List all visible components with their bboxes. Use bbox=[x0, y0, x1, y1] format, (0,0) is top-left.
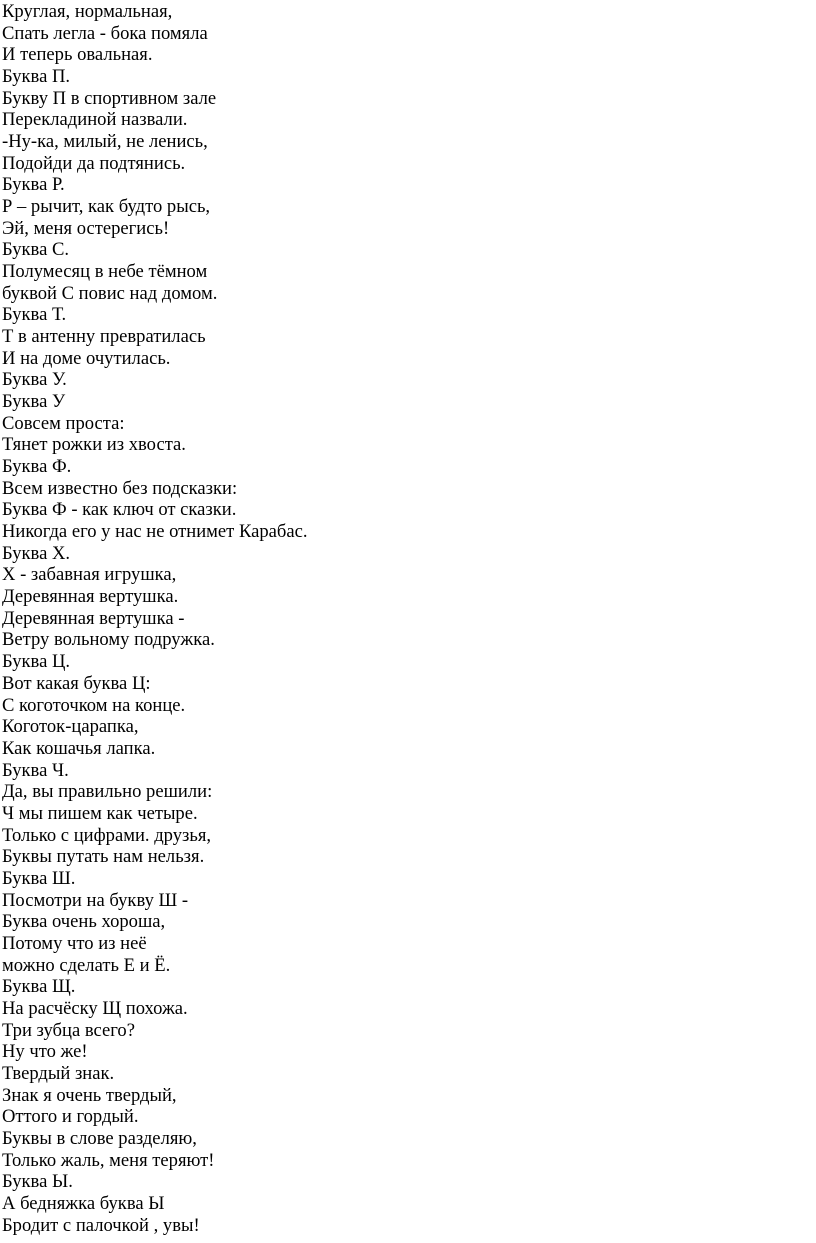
text-line: Всем известно без подсказки: bbox=[2, 477, 238, 499]
text-line: На расчёску Щ похожа. bbox=[2, 997, 188, 1019]
text-line: Ч мы пишем как четыре. bbox=[2, 802, 198, 824]
text-line: Деревянная вертушка - bbox=[2, 607, 185, 629]
text-line: буквой С повис над домом. bbox=[2, 282, 218, 304]
text-line: Только жаль, меня теряют! bbox=[2, 1149, 215, 1171]
text-line: Потому что из неё bbox=[2, 932, 147, 954]
text-line: Буква Ц. bbox=[2, 651, 71, 673]
text-line: -Ну-ка, милый, не ленись, bbox=[2, 131, 208, 153]
text-line: Посмотри на букву Ш - bbox=[2, 889, 189, 911]
text-line: Х - забавная игрушка, bbox=[2, 564, 177, 586]
text-line: Коготок-царапка, bbox=[2, 716, 139, 738]
text-line: Ветру вольному подружка. bbox=[2, 629, 215, 651]
text-line: Да, вы правильно решили: bbox=[2, 781, 213, 803]
text-line: Буква Ш. bbox=[2, 867, 76, 889]
text-line: Буква С. bbox=[2, 239, 70, 261]
text-line: Буква очень хороша, bbox=[2, 911, 166, 933]
text-line: Никогда его у нас не отнимет Карабас. bbox=[2, 521, 308, 543]
text-line: Ну что же! bbox=[2, 1041, 88, 1063]
text-line: Т в антенну превратилась bbox=[2, 326, 206, 348]
text-line: Вот какая буква Ц: bbox=[2, 672, 151, 694]
text-line: Р – рычит, как будто рысь, bbox=[2, 196, 211, 218]
text-line: С коготочком на конце. bbox=[2, 694, 186, 716]
text-line: Буквы в слове разделяю, bbox=[2, 1127, 197, 1149]
text-line: можно сделать Е и Ё. bbox=[2, 954, 171, 976]
text-line: А бедняжка буква Ы bbox=[2, 1192, 165, 1214]
text-line: И теперь овальная. bbox=[2, 44, 153, 66]
text-line: Полумесяц в небе тёмном bbox=[2, 261, 208, 283]
text-line: Буквы путать нам нельзя. bbox=[2, 846, 205, 868]
text-line: И на доме очутилась. bbox=[2, 347, 171, 369]
text-line: Буква У bbox=[2, 391, 66, 413]
text-line: Твердый знак. bbox=[2, 1062, 115, 1084]
text-line: Буква Т. bbox=[2, 304, 67, 326]
text-line: Оттого и гордый. bbox=[2, 1106, 139, 1128]
text-line: Три зубца всего? bbox=[2, 1019, 135, 1041]
text-line: Перекладиной назвали. bbox=[2, 109, 188, 131]
poem-text bbox=[2, 1, 308, 1236]
text-line: Как кошачья лапка. bbox=[2, 737, 156, 759]
text-line: Совсем проста: bbox=[2, 412, 125, 434]
text-line: Только с цифрами. друзья, bbox=[2, 824, 212, 846]
text-line: Тянет рожки из хвоста. bbox=[2, 434, 186, 456]
text-line: Буква П. bbox=[2, 66, 71, 88]
text-line: Буква Ч. bbox=[2, 759, 69, 781]
text-line: Знак я очень твердый, bbox=[2, 1084, 177, 1106]
text-line: Спать легла - бока помяла bbox=[2, 22, 208, 44]
text-line: Деревянная вертушка. bbox=[2, 586, 179, 608]
text-line: Подойди да подтянись. bbox=[2, 152, 186, 174]
text-line: Буква Р. bbox=[2, 174, 65, 196]
text-line: Эй, меня остерегись! bbox=[2, 217, 170, 239]
text-line: Бродит с палочкой , увы! bbox=[2, 1214, 200, 1236]
text-line: Буква Щ. bbox=[2, 976, 76, 998]
text-line: Буква Ы. bbox=[2, 1171, 73, 1193]
text-line: Букву П в спортивном зале bbox=[2, 87, 217, 109]
text-line: Буква Ф - как ключ от сказки. bbox=[2, 499, 237, 521]
text-line: Буква У. bbox=[2, 369, 67, 391]
text-line: Буква Ф. bbox=[2, 456, 72, 478]
text-line: Буква Х. bbox=[2, 542, 71, 564]
text-line: Круглая, нормальная, bbox=[2, 1, 173, 22]
